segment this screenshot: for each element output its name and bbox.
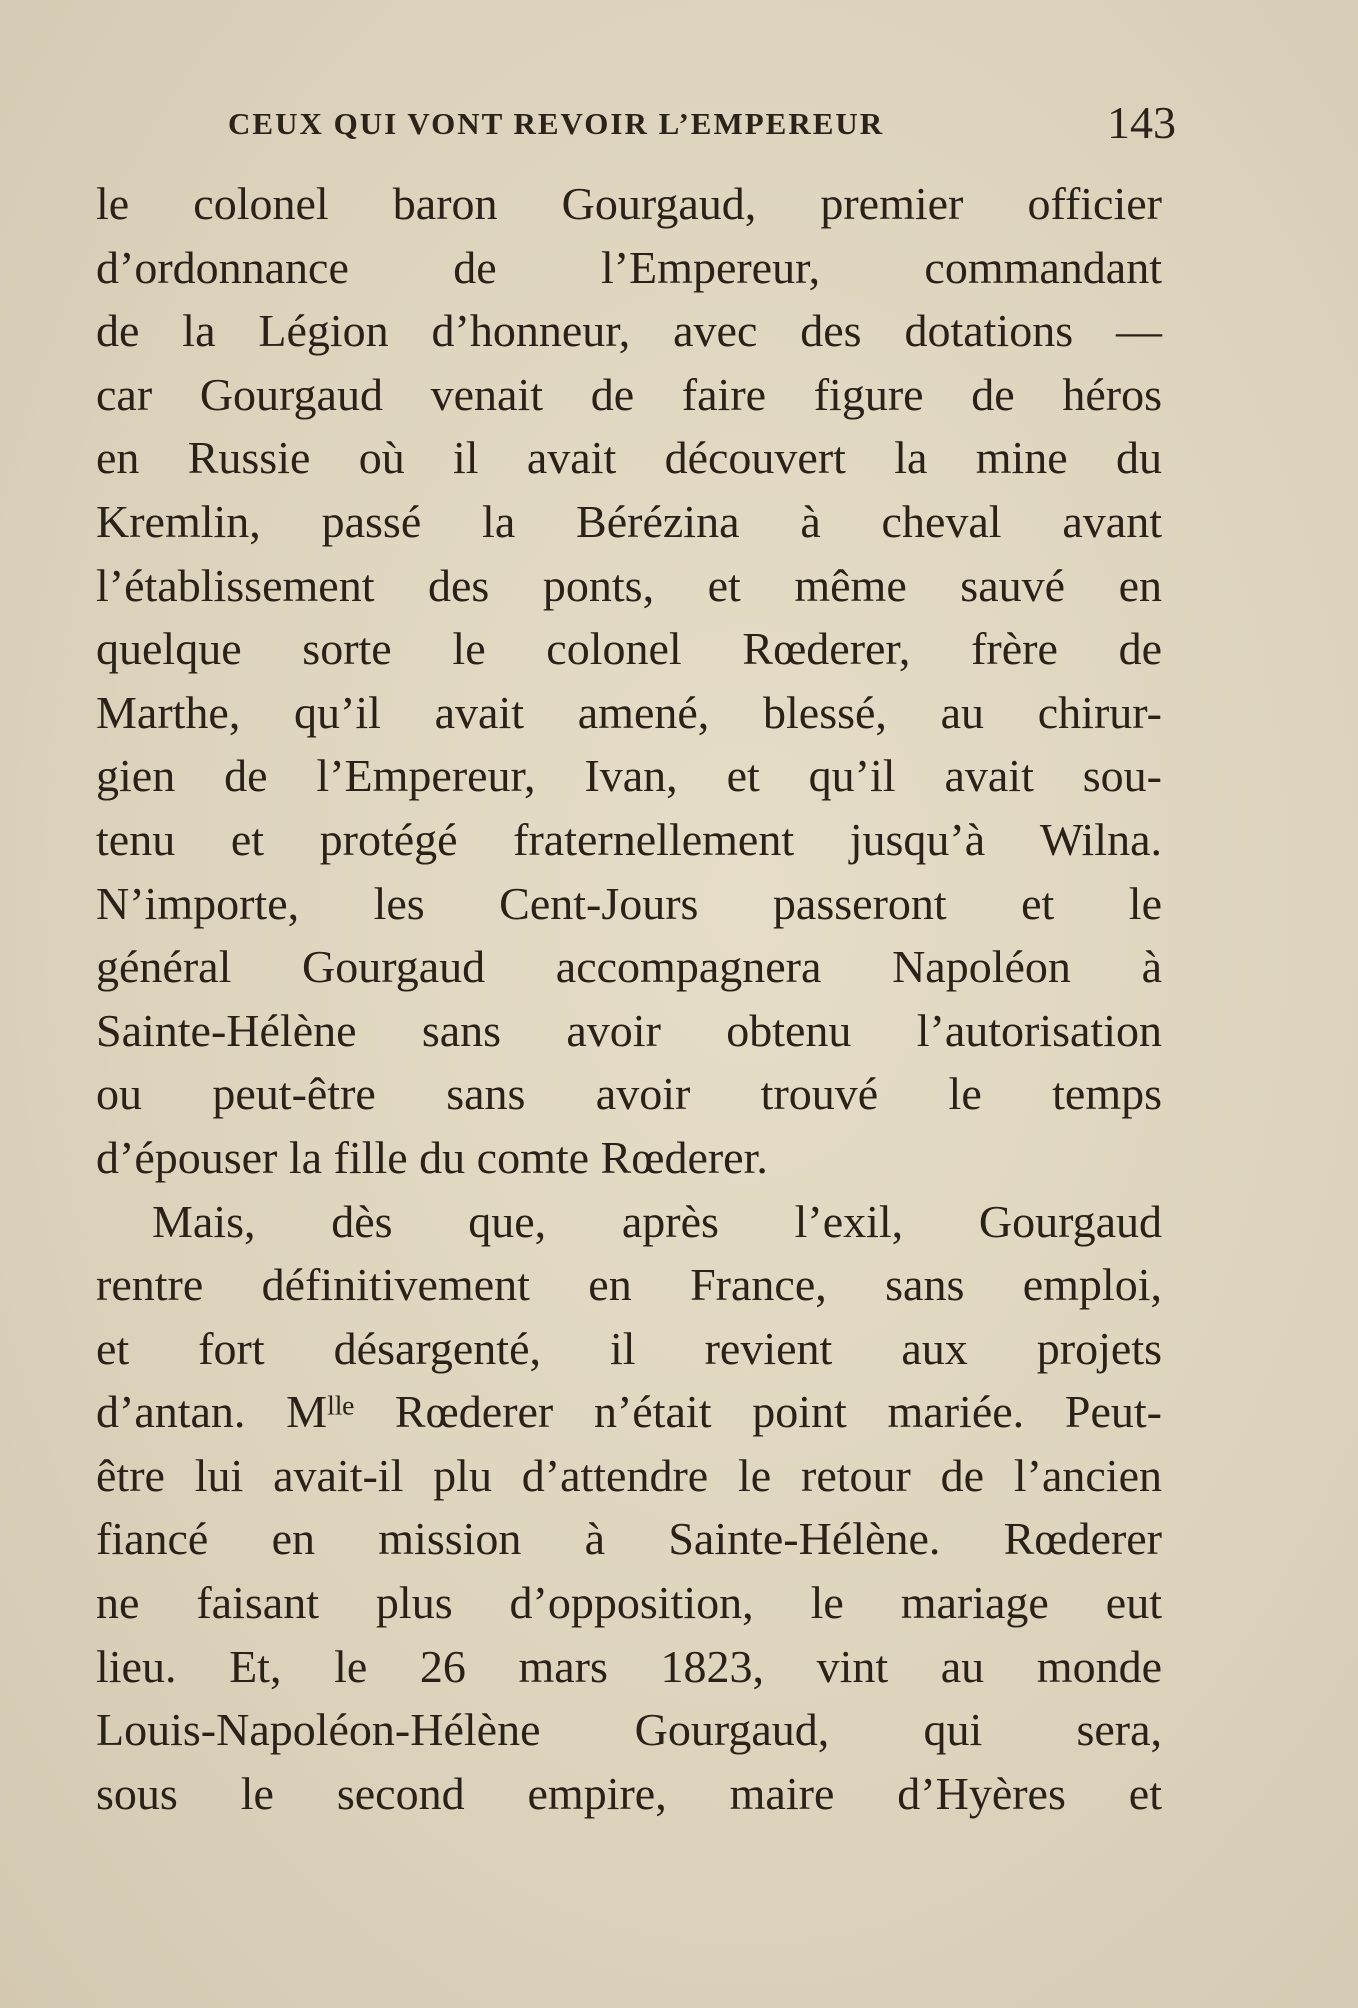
text-line: de la Légion d’honneur, avec des dotations — bbox=[96, 305, 1162, 357]
text-line: en Russie où il avait découvert la mine du bbox=[96, 432, 1162, 484]
text-line: ne faisant plus d’opposition, le mariage eut bbox=[96, 1577, 1162, 1629]
text-line: fiancé en mission à Sainte-Hélène. Rœderer bbox=[96, 1513, 1162, 1565]
text-line: N’importe, les Cent-Jours passeront et le bbox=[96, 877, 1162, 929]
text-line: quelque sorte le colonel Rœderer, frère de bbox=[96, 623, 1162, 675]
text-line: rentre définitivement en France, sans emploi, bbox=[96, 1259, 1162, 1311]
text-line: sous le second empire, maire d’Hyères et bbox=[96, 1767, 1162, 1819]
text-line: d’antan. Mˡˡᵉ Rœderer n’était point mariée. Peut- bbox=[96, 1386, 1162, 1438]
running-head bbox=[96, 96, 1176, 156]
page-number: 143 bbox=[1107, 97, 1176, 148]
text-line: le colonel baron Gourgaud, premier officier bbox=[96, 178, 1162, 229]
running-title: CEUX QUI VONT REVOIR L’EMPEREUR bbox=[228, 106, 885, 141]
text-line: général Gourgaud accompagnera Napoléon à bbox=[96, 941, 1162, 993]
body-text bbox=[96, 172, 1162, 1825]
text-line: Louis-Napoléon-Hélène Gourgaud, qui sera, bbox=[96, 1704, 1162, 1756]
text-line: l’établissement des ponts, et même sauvé en bbox=[96, 559, 1162, 611]
text-line: d’ordonnance de l’Empereur, commandant bbox=[96, 241, 1162, 293]
text-line: Mais, dès que, après l’exil, Gourgaud bbox=[152, 1195, 1162, 1247]
text-line: d’épouser la fille du comte Rœderer. bbox=[96, 1131, 768, 1183]
text-line: et fort désargenté, il revient aux projets bbox=[96, 1322, 1162, 1374]
text-line: Kremlin, passé la Bérézina à cheval avant bbox=[96, 495, 1162, 547]
text-line: ou peut-être sans avoir trouvé le temps bbox=[96, 1068, 1162, 1120]
text-line: lieu. Et, le 26 mars 1823, vint au monde bbox=[96, 1640, 1162, 1692]
text-line: car Gourgaud venait de faire figure de héros bbox=[96, 368, 1162, 420]
text-line: Sainte-Hélène sans avoir obtenu l’autorisation bbox=[96, 1004, 1162, 1056]
text-line: Marthe, qu’il avait amené, blessé, au chirur- bbox=[96, 686, 1162, 738]
text-line: être lui avait-il plu d’attendre le retour de l’ancien bbox=[96, 1449, 1162, 1501]
text-line: gien de l’Empereur, Ivan, et qu’il avait sou- bbox=[96, 750, 1162, 802]
text-line: tenu et protégé fraternellement jusqu’à Wilna. bbox=[96, 813, 1162, 865]
